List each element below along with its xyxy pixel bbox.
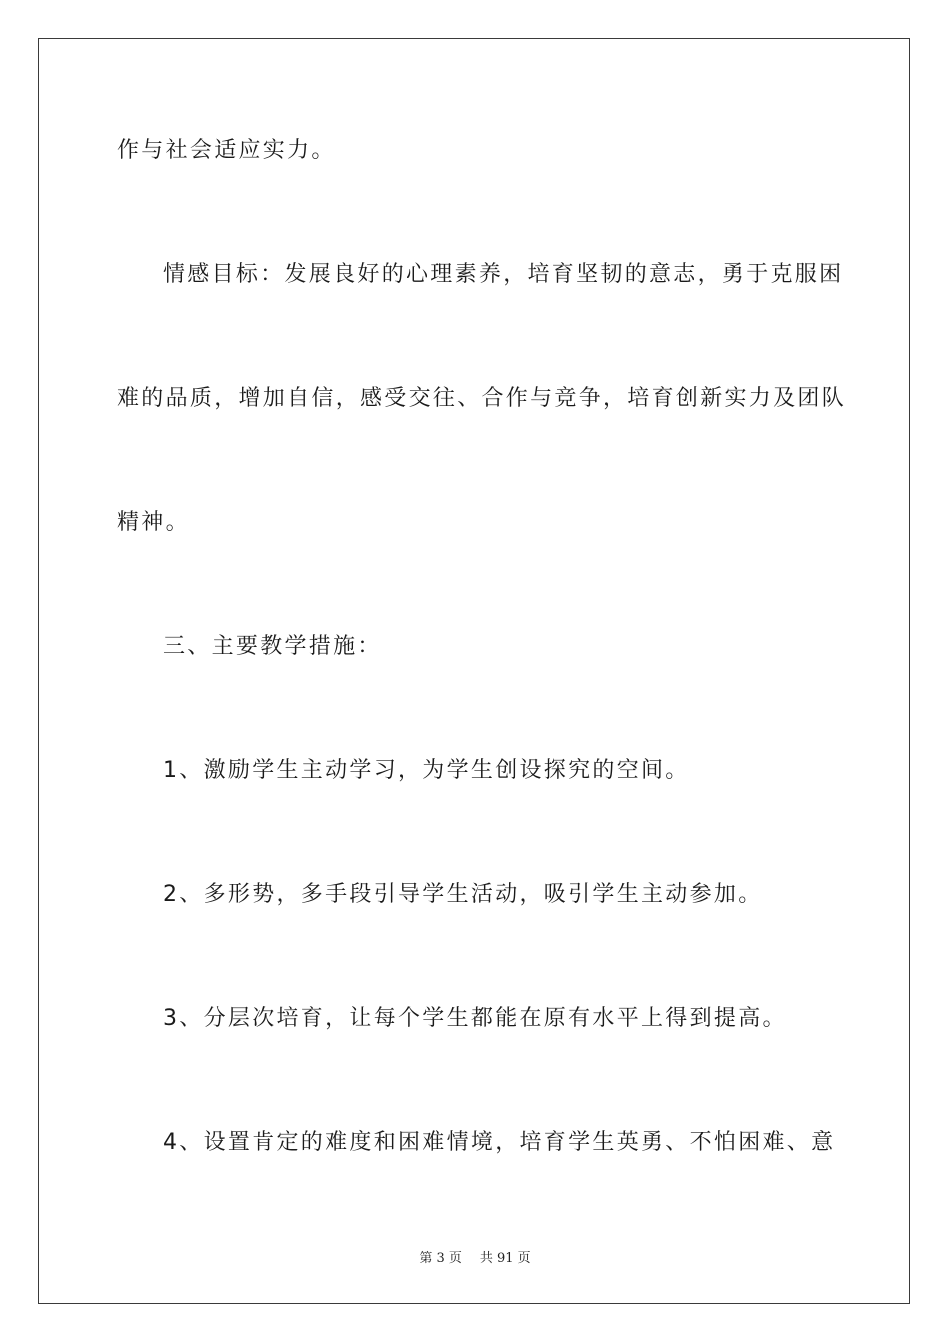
page-number: 第 3 页: [419, 1251, 462, 1266]
list-item: 2、多形势，多手段引导学生活动，吸引学生主动参加。: [163, 882, 763, 907]
list-item: 1、激励学生主动学习，为学生创设探究的空间。: [163, 758, 690, 783]
list-item: 4、设置肯定的难度和困难情境，培育学生英勇、不怕困难、意: [163, 1130, 836, 1155]
list-item: 3、分层次培育，让每个学生都能在原有水平上得到提高。: [163, 1006, 787, 1031]
paragraph-line: 精神。: [117, 510, 190, 535]
page-border: [38, 38, 910, 1304]
total-pages: 共 91 页: [479, 1251, 531, 1266]
section-heading: 三、主要教学措施：: [163, 634, 382, 659]
paragraph-line: 情感目标：发展良好的心理素养，培育坚韧的意志，勇于克服困: [163, 262, 844, 287]
paragraph-line: 作与社会适应实力。: [117, 138, 336, 163]
page-footer: [0, 1247, 950, 1266]
paragraph-line: 难的品质，增加自信，感受交往、合作与竞争，培育创新实力及团队: [117, 386, 847, 411]
